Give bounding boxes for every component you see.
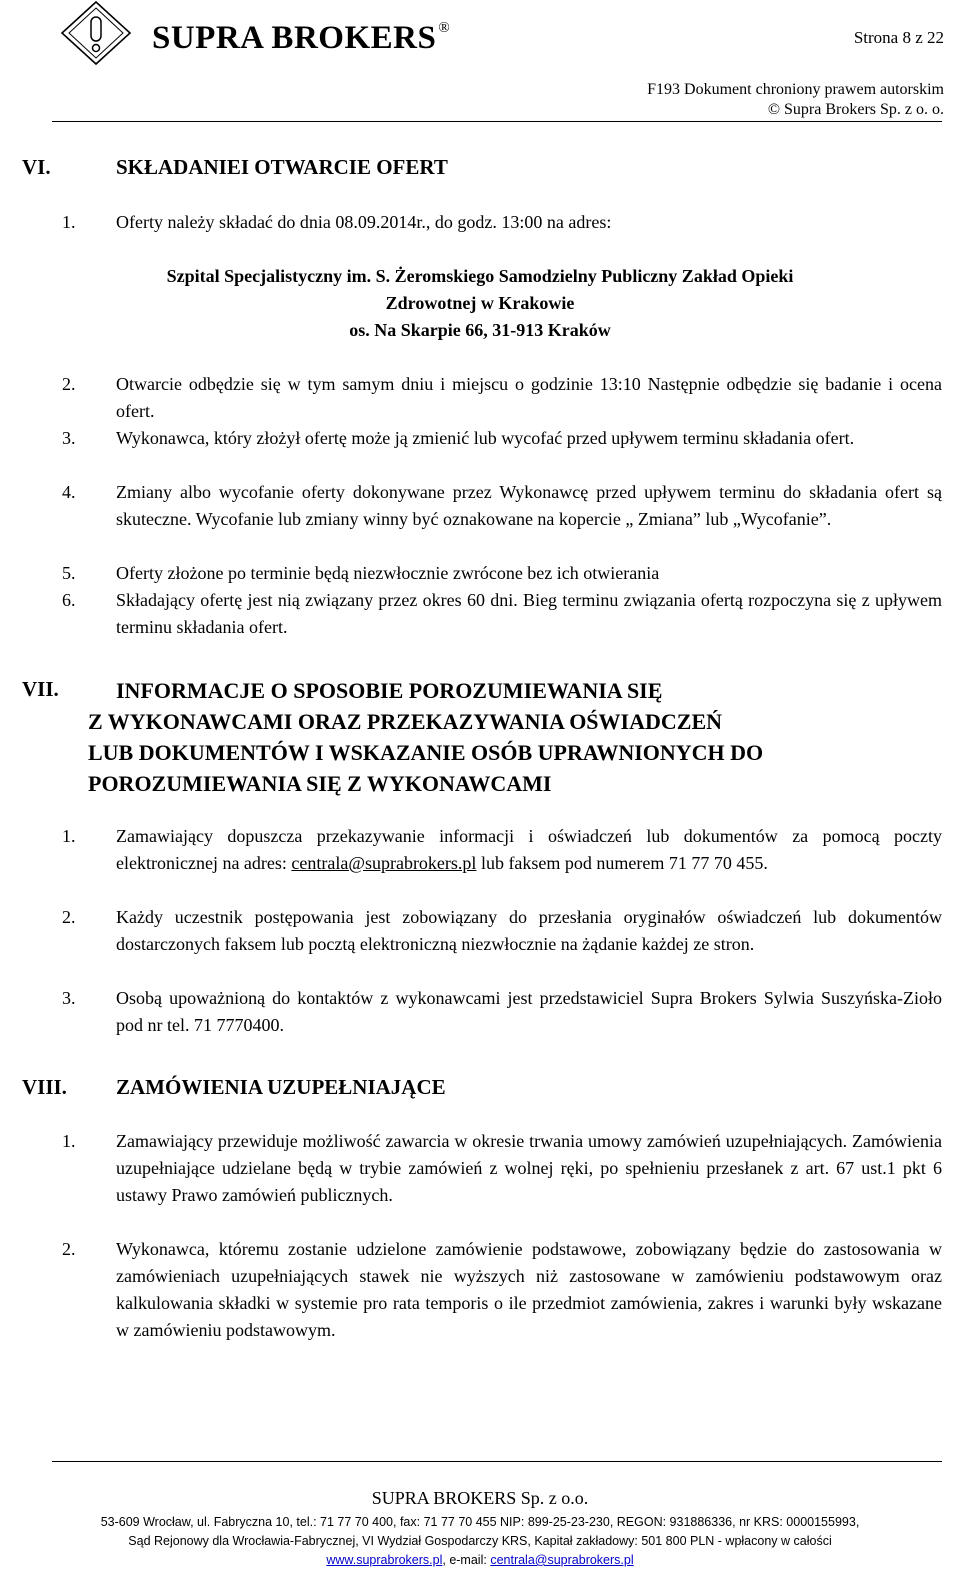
footer-divider <box>52 1461 942 1462</box>
list-item: 2. Otwarcie odbędzie się w tym samym dniu i miejscu o godzinie 13:10 Następnie odbędzie się badanie i ocena ofert. <box>62 374 942 421</box>
brand-name: SUPRA BROKERS ® <box>152 20 451 56</box>
section-number: VIII. <box>22 1075 67 1099</box>
footer-address: 53-609 Wrocław, ul. Fabryczna 10, tel.: 71 77 70 400, fax: 71 77 70 455 NIP: 899-25-23-230, REGON: 931886336, nr KRS: 0000155993, <box>100 1515 860 1529</box>
list-item: 2. Każdy uczestnik postępowania jest zobowiązany do przesłania oryginałów oświadczeń lub dokumentów dostarczonych faksem lub pocztą elektroniczną niezwłocznie na żądanie każdej ze stron. <box>62 907 942 954</box>
footer-email-link[interactable]: centrala@suprabrokers.pl <box>490 1553 634 1567</box>
list-item: 5. Oferty złożone po terminie będą niezwłocznie zwrócone bez ich otwierania <box>62 563 660 583</box>
section-title: SKŁADANIEI OTWARCIE OFERT <box>116 155 448 179</box>
footer-registry: Sąd Rejonowy dla Wrocławia-Fabrycznej, VI Wydział Gospodarczy KRS, Kapitał zakładowy: 501 800 PLN - wpłacony w całości <box>128 1534 832 1548</box>
copyright-notice: F193 Dokument chroniony prawem autorskim <box>647 81 944 98</box>
footer-brand: SUPRA BROKERS Sp. z o.o. <box>371 1488 589 1508</box>
list-item: 1. Zamawiający przewiduje możliwość zawarcia w okresie trwania umowy zamówień uzupełniających. Zamówienia uzupełniające udzielane będą w trybie zamówień z wolnej ręki, po spełnieniu przesłanek z art. 67 ust.1 pkt 6 ustawy Prawo zamówień publicznych. <box>62 1131 942 1205</box>
section-title: ZAMÓWIENIA UZUPEŁNIAJĄCE <box>116 1075 446 1099</box>
header-divider <box>52 121 942 122</box>
list-item: 6. Składający ofertę jest nią związany przez okres 60 dni. Bieg terminu związania ofertą rozpoczyna się z upływem terminu składania ofert. <box>62 590 942 637</box>
address-block: Szpital Specjalistyczny im. S. Żeromskiego Samodzielny Publiczny Zakład Opieki Zdrowotnej w Krakowie os. Na Skarpie 66, 31-913 Kraków <box>166 266 794 340</box>
website-link[interactable]: www.suprabrokers.pl <box>326 1553 443 1567</box>
list-item: 2. Wykonawca, któremu zostanie udzielone zamówienie podstawowe, zobowiązany będzie do zastosowania w zamówieniach uzupełniających stawek nie wyższych niż zastosowane w zamówieniu podstawowym oraz kalkulowania składki w systemie pro rata temporis o ile przedmiot zamówienia, zakres i warunki były wskazane w zamówieniu podstawowym. <box>62 1239 942 1340</box>
section-number: VI. <box>22 155 51 179</box>
page-number: Strona 8 z 22 <box>853 28 944 47</box>
list-item: 4. Zmiany albo wycofanie oferty dokonywane przez Wykonawcę przed upływem terminu do składania ofert są skuteczne. Wycofanie lub zmiany winny być oznakowane na kopercie „ Zmiana” lub „Wycofanie”. <box>62 482 942 529</box>
email-link[interactable]: centrala@suprabrokers.pl <box>291 853 477 873</box>
list-item: 3. Osobą upoważnioną do kontaktów z wykonawcami jest przedstawiciel Supra Brokers Sylwia Suszyńska-Zioło pod nr tel. 71 7770400. <box>62 988 942 1035</box>
section-number: VII. <box>22 677 59 701</box>
list-item: 3. Wykonawca, który złożył ofertę może ją zmienić lub wycofać przed upływem terminu składania ofert. <box>62 428 855 448</box>
copyright-owner: © Supra Brokers Sp. z o. o. <box>767 101 944 118</box>
footer-contact: www.suprabrokers.pl, e-mail: centrala@suprabrokers.pl <box>326 1553 634 1567</box>
list-item: 1. Oferty należy składać do dnia 08.09.2014r., do godz. 13:00 na adres: <box>62 212 612 232</box>
section-title: INFORMACJE O SPOSOBIE POROZUMIEWANIA SIĘ Z WYKONAWCAMI ORAZ PRZEKAZYWANIA OŚWIADCZEŃ LUB DOKUMENTÓW I WSKAZANIE OSÓB UPRAWNIONYCH DO POROZUMIEWANIA SIĘ Z WYKONAWCAMI <box>88 678 764 796</box>
list-item: 1. Zamawiający dopuszcza przekazywanie informacji i oświadczeń lub dokumentów za pomocą poczty elektronicznej na adres: centrala@suprabrokers.pl lub faksem pod numerem 71 77 70 455. <box>62 826 942 873</box>
company-logo <box>60 0 132 66</box>
